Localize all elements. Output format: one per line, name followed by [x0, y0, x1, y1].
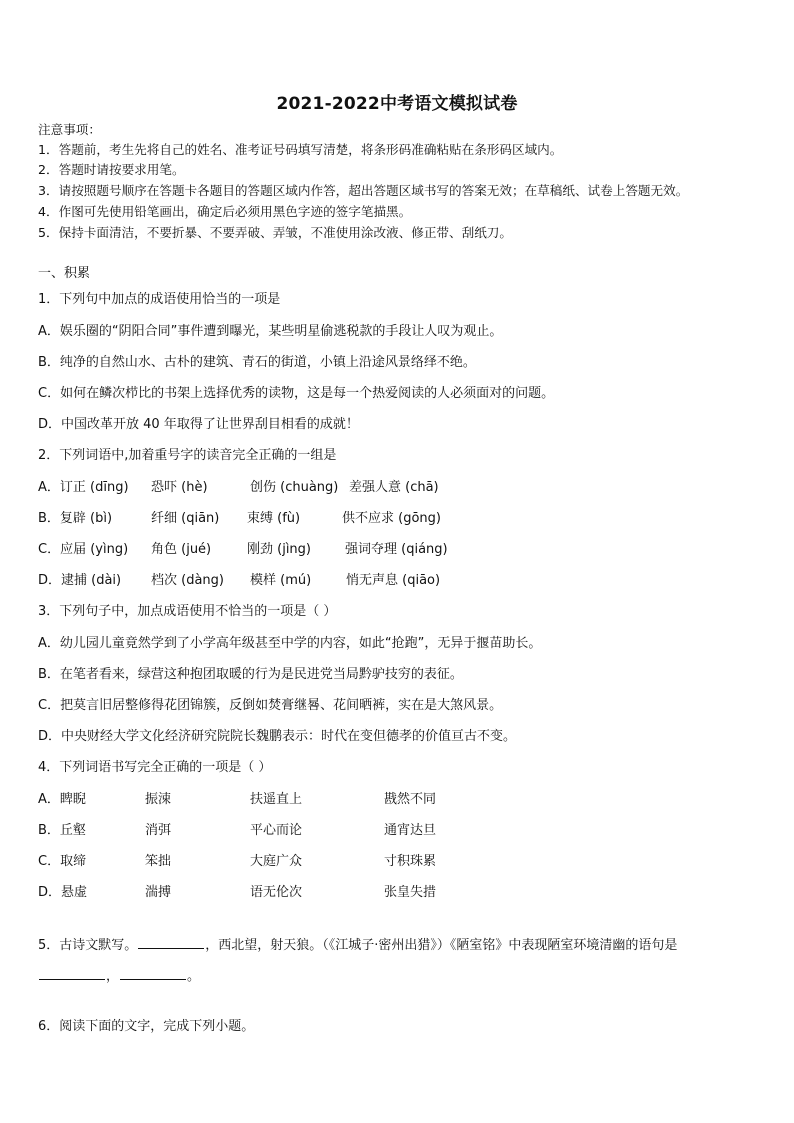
cell: C．应届 (yìng) [38, 542, 129, 557]
answer-blank[interactable] [120, 966, 186, 980]
cell: A．睥睨 [38, 792, 86, 807]
cell: 纤细 (qiān) [151, 511, 220, 526]
cell: A．订正 (dīng) [38, 480, 129, 495]
cell: 束缚 (fù) [247, 511, 301, 526]
option-c: C．如何在鳞次栉比的书架上选择优秀的读物，这是每一个热爱阅读的人必须面对的问题。 [38, 386, 555, 401]
cell: 寸积珠累 [384, 854, 437, 869]
option-d: D．中央财经大学文化经济研究院院长魏鹏表示：时代在变但德孝的价值亘古不变。 [38, 729, 517, 744]
cell: C．取缔 [38, 854, 87, 869]
note-item: 1．答题前，考生先将自己的姓名、准考证号码填写清楚，将条形码准确粘贴在条形码区域内。 [38, 142, 563, 157]
end-mark: 。 [187, 969, 201, 984]
option-a: A．幼儿园儿童竟然学到了小学高年级甚至中学的内容，如此“抢跑”，无异于揠苗助长。 [38, 636, 542, 651]
note-item: 5．保持卡面清洁，不要折暴、不要弄破、弄皱，不准使用涂改液、修正带、刮纸刀。 [38, 225, 512, 240]
question-stem [38, 935, 677, 955]
cell: 张皇失措 [384, 885, 437, 900]
cell: 消弭 [145, 823, 172, 838]
option-b: B．在笔者看来，绿营这种抱团取暖的行为是民进党当局黔驴技穷的表征。 [38, 667, 463, 682]
notes-heading: 注意事项： [38, 122, 101, 137]
cell: 通宵达旦 [384, 823, 437, 838]
question-stem: 4．下列词语书写完全正确的一项是（ ） [38, 760, 272, 775]
question-text: 5．古诗文默写。 [38, 938, 138, 953]
question-6-stem: 6．阅读下面的文字，完成下列小题。 [38, 1019, 255, 1034]
answer-line [38, 966, 200, 986]
question-stem: 3．下列句子中，加点成语使用不恰当的一项是（ ） [38, 604, 337, 619]
cell: 供不应求 (gōng) [342, 511, 441, 526]
option-a: A．娱乐圈的“阴阳合同”事件遭到曝光，某些明星偷逃税款的手段让人叹为观止。 [38, 324, 503, 339]
cell: 戡然不同 [384, 792, 437, 807]
cell: 档次 (dàng) [151, 573, 224, 588]
option-c: C．把莫言旧居整修得花团锦簇，反倒如焚膏继晷、花间晒裤，实在是大煞风景。 [38, 698, 503, 713]
cell: 语无伦次 [250, 885, 303, 900]
cell: B．丘壑 [38, 823, 86, 838]
cell: 扶遥直上 [250, 792, 303, 807]
cell: 角色 (jué) [151, 542, 212, 557]
answer-blank[interactable] [39, 966, 105, 980]
cell: 振涑 [145, 792, 172, 807]
cell: 笨拙 [145, 854, 172, 869]
answer-blank[interactable] [138, 935, 204, 949]
cell: D．逮捕 (dài) [38, 573, 122, 588]
cell: 模样 (mú) [250, 573, 312, 588]
cell: 差强人意 (chā) [349, 480, 439, 495]
note-item: 2．答题时请按要求用笔。 [38, 162, 185, 177]
cell: 恐吓 (hè) [151, 480, 208, 495]
cell: 悄无声息 (qiāo) [346, 573, 441, 588]
cell: D．悬虚 [38, 885, 88, 900]
question-text: ，西北望，射天狼。（《江城子·密州出猎》）《陋室铭》中表现陋室环境清幽的语句是 [205, 938, 678, 953]
separator: ， [106, 969, 120, 984]
cell: 湍搏 [145, 885, 172, 900]
question-stem: 2．下列词语中,加着重号字的读音完全正确的一组是 [38, 448, 337, 463]
note-item: 4．作图可先使用铅笔画出，确定后必须用黑色字迹的签字笔描黑。 [38, 204, 412, 219]
cell: 刚劲 (jìng) [247, 542, 311, 557]
cell: 平心而论 [250, 823, 303, 838]
page-title: 2021-2022中考语文模拟试卷 [276, 94, 518, 114]
option-b: B．纯净的自然山水、古朴的建筑、青石的街道，小镇上沿途风景络绎不绝。 [38, 355, 476, 370]
option-d: D．中国改革开放 40 年取得了让世界刮目相看的成就！ [38, 417, 359, 432]
cell: 创伤 (chuàng) [250, 480, 339, 495]
note-item: 3．请按照题号顺序在答题卡各题目的答题区域内作答，超出答题区域书写的答案无效；在草稿纸、试卷上答题无效。 [38, 183, 689, 198]
section-heading: 一、积累 [38, 266, 91, 281]
cell: 大庭广众 [250, 854, 303, 869]
cell: B．复辟 (bì) [38, 511, 113, 526]
cell: 强词夺理 (qiáng) [345, 542, 448, 557]
question-stem: 1．下列句中加点的成语使用恰当的一项是 [38, 292, 281, 307]
